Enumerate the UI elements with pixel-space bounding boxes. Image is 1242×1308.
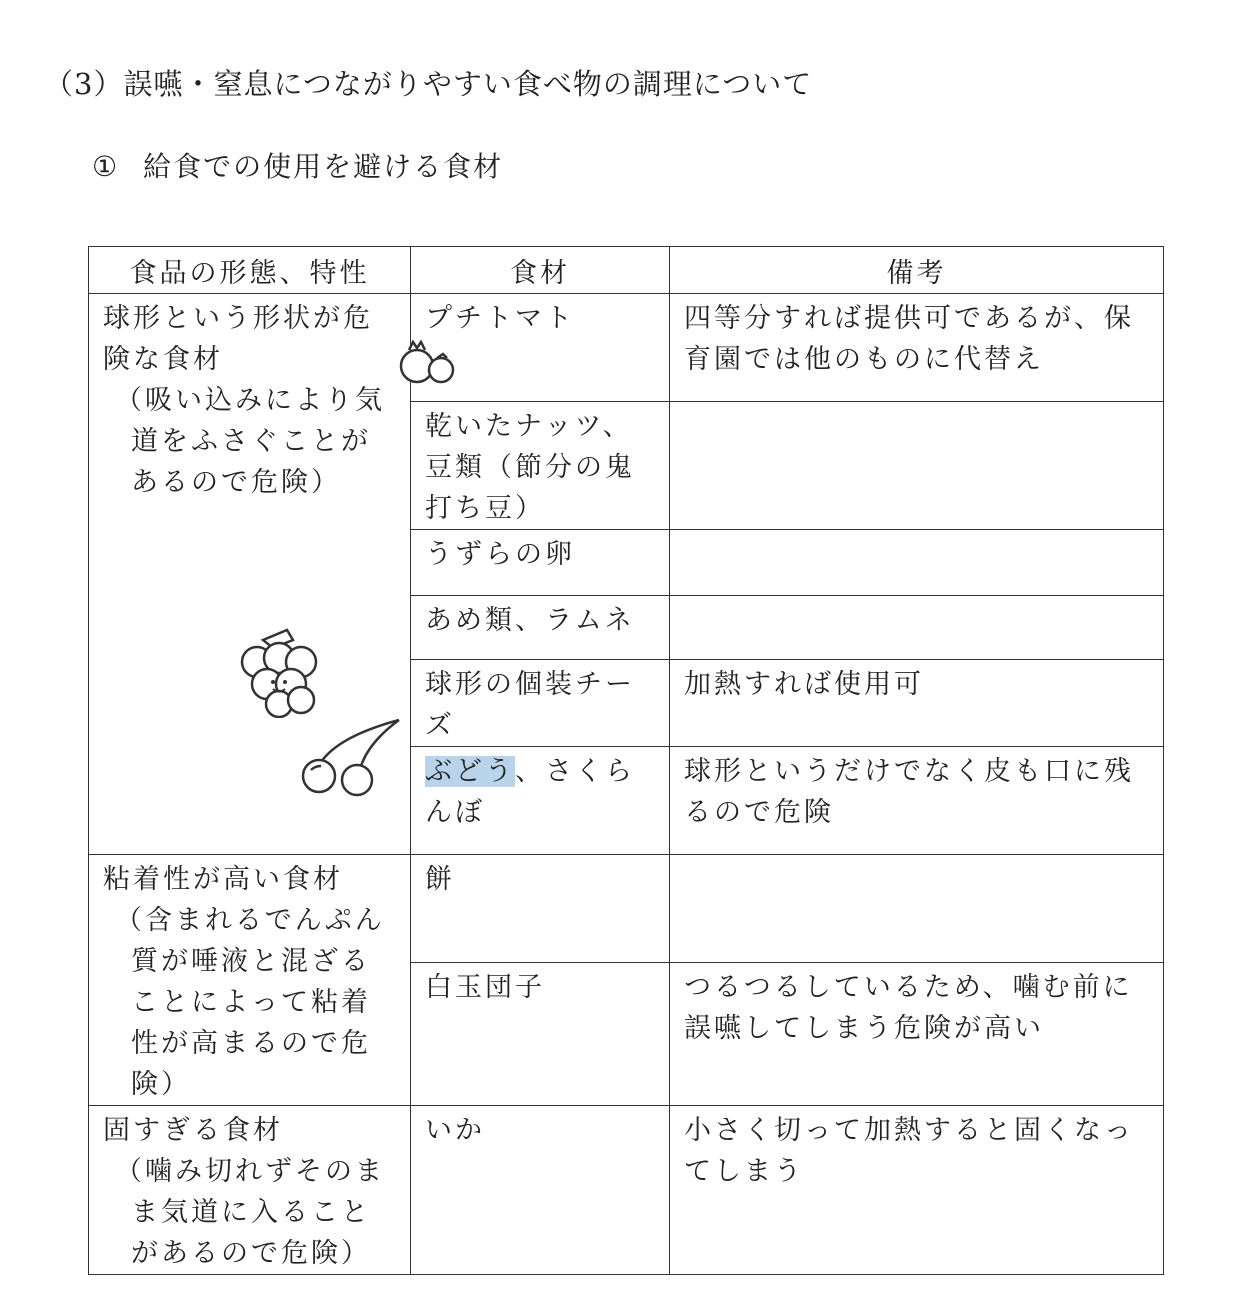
category-note: （含まれるでんぷん質が唾液と混ざることによって粘着性が高まるので危険） bbox=[115, 905, 385, 1100]
tomato-icon bbox=[397, 338, 461, 390]
remark-cell bbox=[670, 596, 1164, 660]
header-remark: 備考 bbox=[670, 247, 1164, 294]
food-cell: 餅 bbox=[411, 855, 670, 963]
remark-cell: つるつるしているため、噛む前に誤嚥してしまう危険が高い bbox=[670, 963, 1164, 1106]
subsection-heading bbox=[92, 145, 503, 185]
category-label: 固すぎる食材 bbox=[103, 1115, 283, 1146]
food-name: プチトマト bbox=[425, 303, 575, 334]
table-row bbox=[89, 855, 1164, 963]
category-label: 球形という形状が危険な食材 bbox=[103, 303, 373, 375]
food-name: 、さくらんぼ bbox=[425, 756, 635, 828]
category-cell-sticky bbox=[89, 855, 411, 1106]
remark-cell: 四等分すれば提供可であるが、保育園では他のものに代替え bbox=[670, 294, 1164, 402]
table-row bbox=[89, 1106, 1164, 1275]
cherry-icon bbox=[299, 718, 403, 798]
table-row bbox=[89, 294, 1164, 402]
header-food: 食材 bbox=[411, 247, 670, 294]
category-note: （吸い込みにより気道をふさぐことがあるので危険） bbox=[115, 385, 385, 498]
food-cell: 乾いたナッツ、豆類（節分の鬼打ち豆） bbox=[411, 402, 670, 530]
food-cell: 白玉団子 bbox=[411, 963, 670, 1106]
category-label: 粘着性が高い食材 bbox=[103, 864, 343, 895]
food-cell: あめ類、ラムネ bbox=[411, 596, 670, 660]
header-form: 食品の形態、特性 bbox=[89, 247, 411, 294]
food-cell bbox=[411, 294, 670, 402]
food-cell: うずらの卵 bbox=[411, 530, 670, 596]
remark-cell: 加熱すれば使用可 bbox=[670, 660, 1164, 747]
category-cell-hard bbox=[89, 1106, 411, 1275]
remark-cell: 小さく切って加熱すると固くなってしまう bbox=[670, 1106, 1164, 1275]
subsection-title: 給食での使用を避ける食材 bbox=[143, 150, 504, 183]
subsection-number: ① bbox=[92, 150, 120, 183]
food-table bbox=[88, 246, 1164, 1275]
remark-cell bbox=[670, 402, 1164, 530]
selected-text[interactable]: ぶどう bbox=[425, 756, 515, 787]
category-cell-round bbox=[89, 294, 411, 855]
food-cell: いか bbox=[411, 1106, 670, 1275]
remark-cell bbox=[670, 530, 1164, 596]
food-cell bbox=[411, 747, 670, 855]
table-header-row bbox=[89, 247, 1164, 294]
section-heading: （3）誤嚥・窒息につながりやすい食べ物の調理について bbox=[44, 67, 813, 101]
food-cell: 球形の個装チーズ bbox=[411, 660, 670, 747]
grape-icon bbox=[235, 626, 335, 718]
remark-cell: 球形というだけでなく皮も口に残るので危険 bbox=[670, 747, 1164, 855]
category-note: （噛み切れずそのまま気道に入ることがあるので危険） bbox=[115, 1156, 385, 1269]
remark-cell bbox=[670, 855, 1164, 963]
